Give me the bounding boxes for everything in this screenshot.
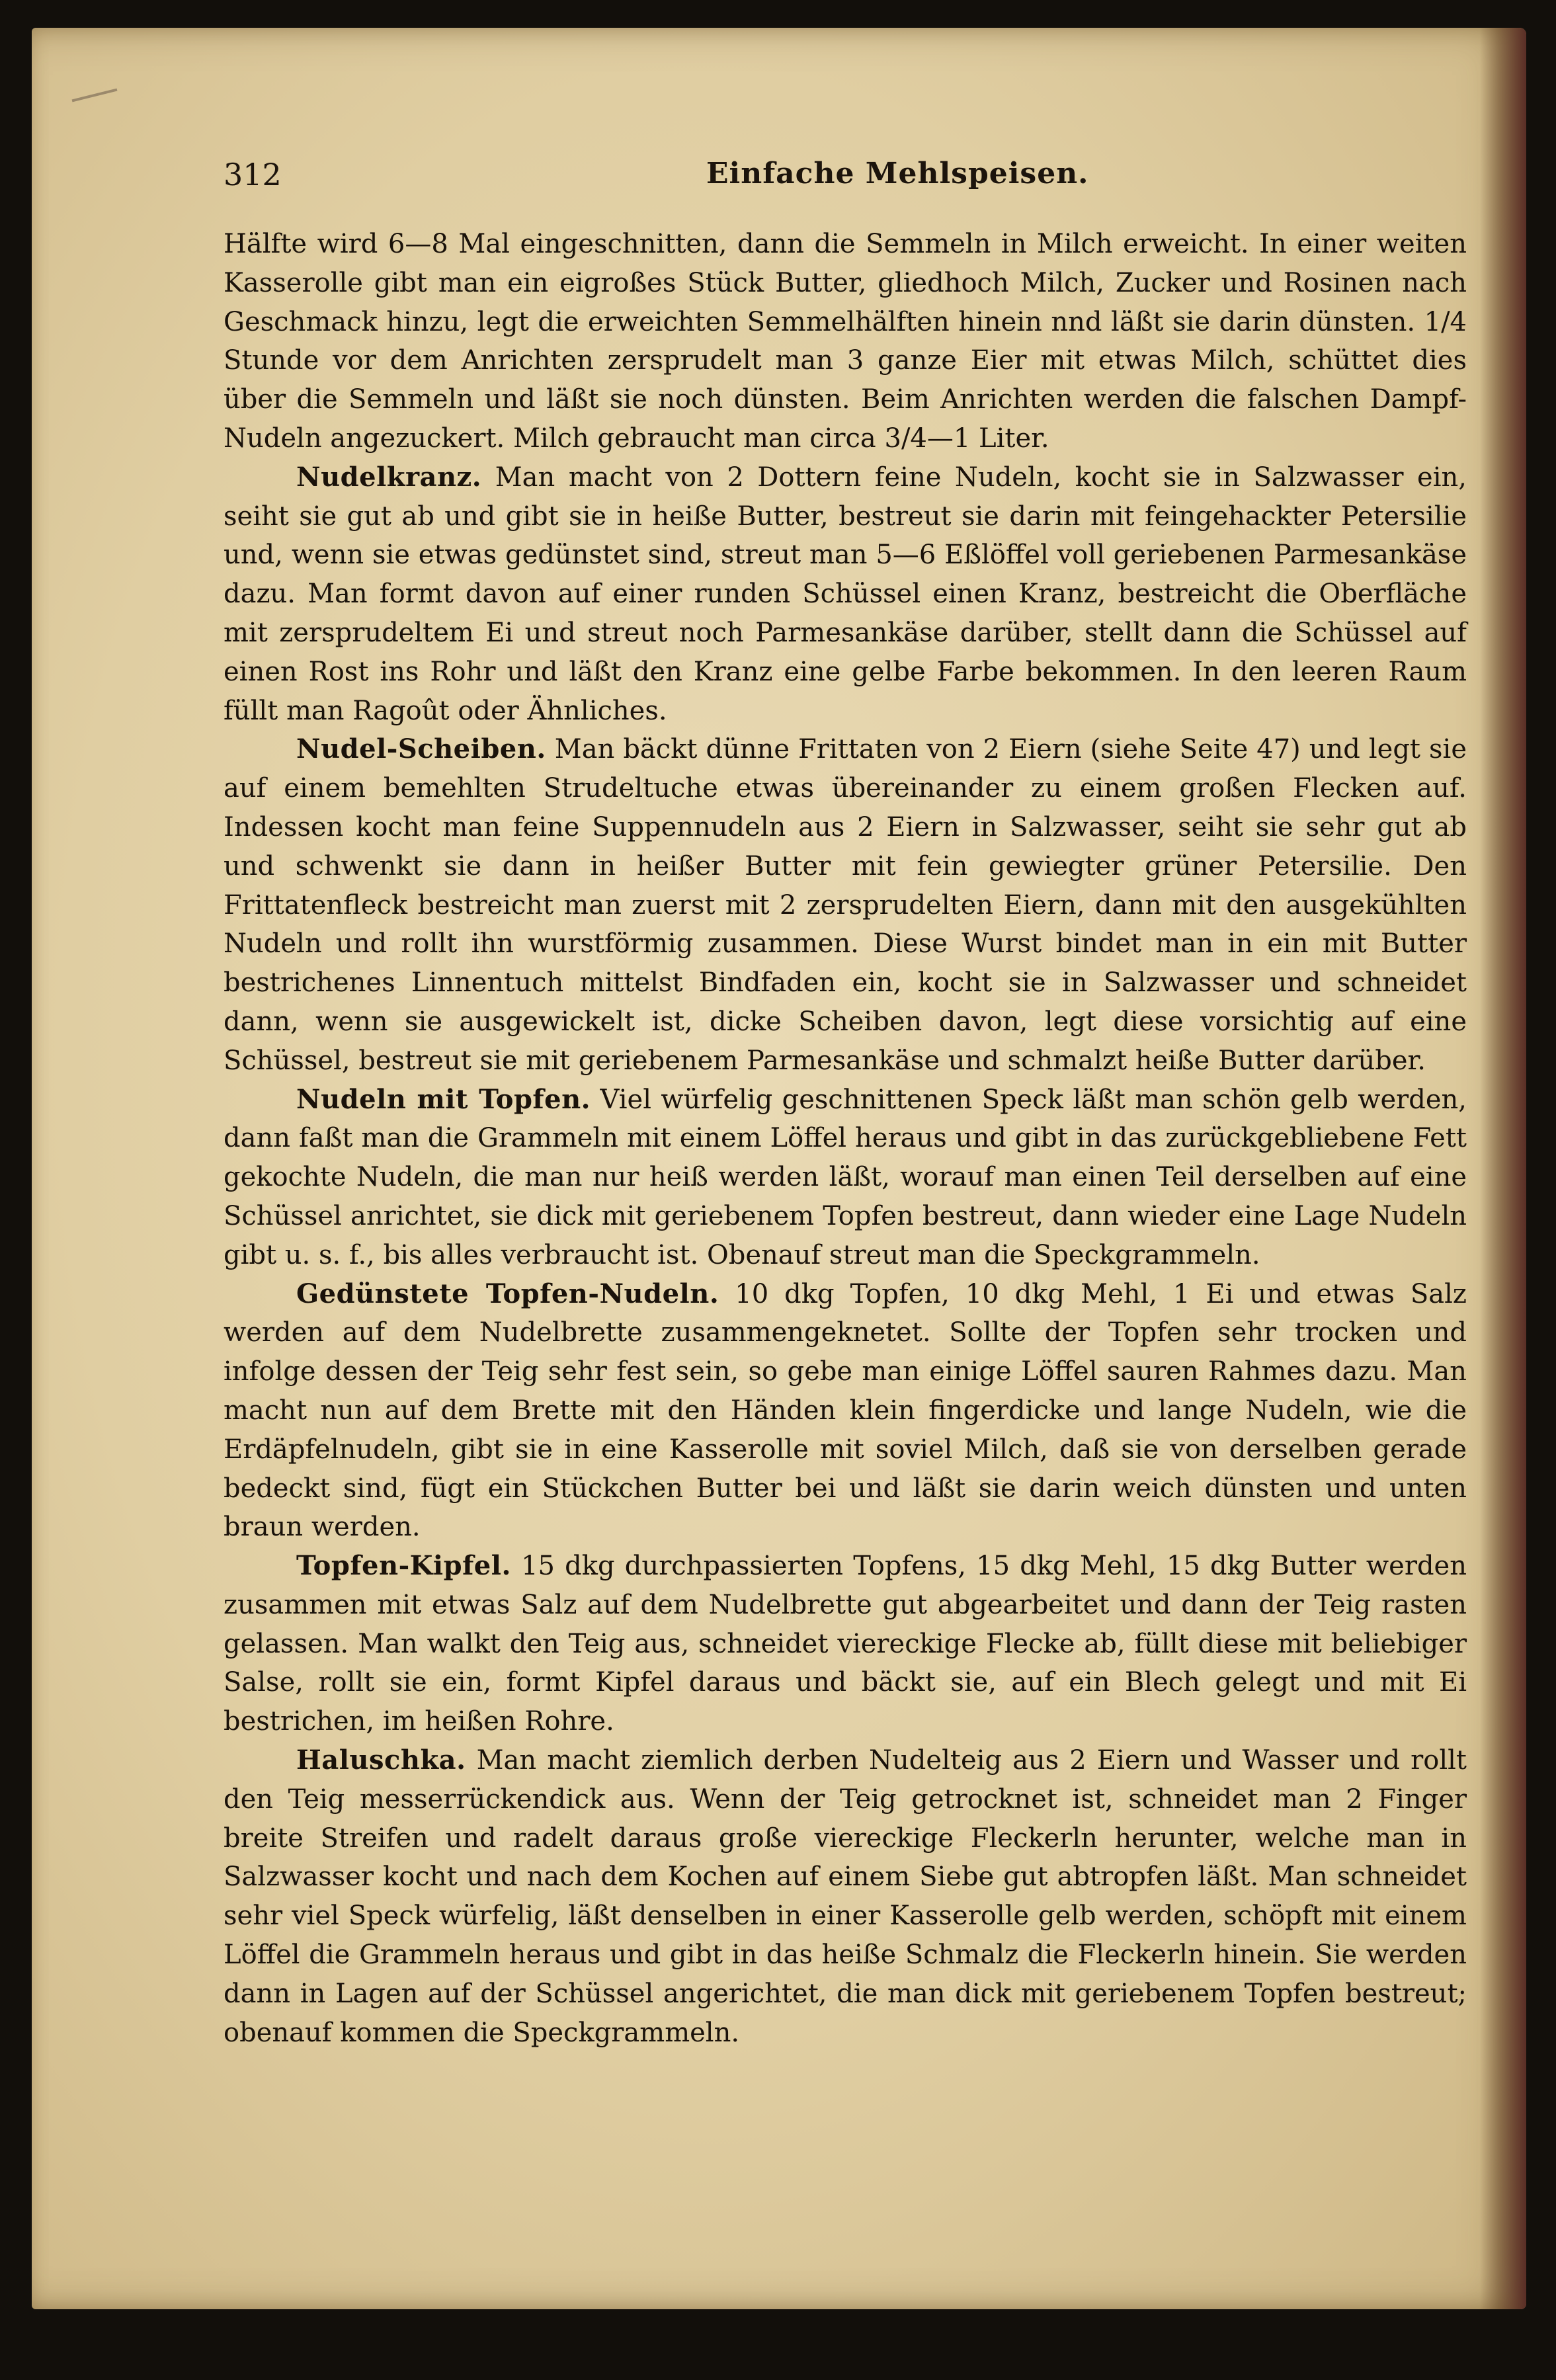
book-page: [32, 28, 1526, 2309]
recipe-text: Man bäckt dünne Frittaten von 2 Eiern (siehe Seite 47) und legt sie auf einem bemehlten Strudeltuche etwas übereinander zu einem großen Flecken auf. Indessen kocht man feine Suppennudeln aus 2 Eiern in Salzwasser, seiht sie sehr gut ab und schwenkt sie dann in heißer Butter mit fein gewiegter grüner Petersilie. Den Frittatenfleck bestreicht man zuerst mit 2 zersprudelten Eiern, dann mit den ausgekühlten Nudeln und rollt ihn wurstförmig zusammen. Diese Wurst bindet man in ein mit Butter bestrichenes Linnentuch mittelst Bindfaden ein, kocht sie in Salzwasser und schneidet dann, wenn sie ausgewickelt ist, dicke Scheiben davon, legt diese vorsichtig auf eine Schüssel, bestreut sie mit geriebenem Parmesankäse und schmalzt heiße Butter darüber.: [224, 734, 1467, 1076]
recipe-title: Gedünstete Topfen-Nudeln.: [296, 1278, 719, 1309]
page-number: 312: [224, 157, 282, 192]
recipe-topfen-kipfel: [224, 1547, 1467, 1741]
paragraph-text: Hälfte wird 6—8 Mal eingeschnitten, dann die Semmeln in Milch erweicht. In einer weiten Kasserolle gibt man ein eigroßes Stück Butter, gliedhoch Milch, Zucker und Rosinen nach Geschmack hinzu, legt die erweichten Semmelhälften hinein nnd läßt sie darin dünsten. 1/4 Stunde vor dem Anrichten zersprudelt man 3 ganze Eier mit etwas Milch, schüttet dies über die Semmeln und läßt sie noch dünsten. Beim Anrichten werden die falschen Dampf-Nudeln angezuckert. Milch gebraucht man circa 3/4—1 Liter.: [224, 229, 1467, 454]
recipe-text: 15 dkg durchpassierten Topfens, 15 dkg Mehl, 15 dkg Butter werden zusammen mit etwas Salz auf dem Nudelbrette gut abgearbeitet und dann der Teig rasten gelassen. Man walkt den Teig aus, schneidet viereckige Flecke ab, füllt diese mit beliebiger Salse, rollt sie ein, formt Kipfel daraus und bäckt sie, auf ein Blech gelegt und mit Ei bestrichen, im heißen Rohre.: [224, 1551, 1467, 1737]
recipe-nudelkranz: [224, 458, 1467, 731]
recipe-text: 10 dkg Topfen, 10 dkg Mehl, 1 Ei und etwas Salz werden auf dem Nudelbrette zusammengeknetet. Sollte der Topfen sehr trocken und infolge dessen der Teig sehr fest sein, so gebe man einige Löffel sauren Rahmes dazu. Man macht nun auf dem Brette mit den Händen klein fingerdicke und lange Nudeln, wie die Erdäpfelnudeln, gibt sie in eine Kasserolle mit soviel Milch, daß sie von derselben gerade bedeckt sind, fügt ein Stückchen Butter bei und läßt sie darin weich dünsten und unten braun werden.: [224, 1278, 1467, 1543]
recipe-text: Man macht von 2 Dottern feine Nudeln, kocht sie in Salzwasser ein, seiht sie gut ab und gibt sie in heiße Butter, bestreut sie darin mit feingehackter Petersilie und, wenn sie etwas gedünstet sind, streut man 5—6 Eßlöffel voll geriebenen Parmesankäse dazu. Man formt davon auf einer runden Schüssel einen Kranz, bestreicht die Oberfläche mit zersprudeltem Ei und streut noch Parmesankäse darüber, stellt dann die Schüssel auf einen Rost ins Rohr und läßt den Kranz eine gelbe Farbe bekommen. In den leeren Raum füllt man Ragoût oder Ähnliches.: [224, 462, 1467, 726]
recipe-gedunstete-topfen-nudeln: [224, 1275, 1467, 1547]
running-head: [224, 157, 1414, 203]
recipe-text: Man macht ziemlich derben Nudelteig aus 2 Eiern und Wasser und rollt den Teig messerrückendick aus. Wenn der Teig getrocknet ist, schneidet man 2 Finger breite Streifen und radelt daraus große viereckige Fleckerln herunter, welche man in Salzwasser kocht und nach dem Kochen auf einem Siebe gut abtropfen läßt. Man schneidet sehr viel Speck würfelig, läßt denselben in einer Kasserolle gelb werden, schöpft mit einem Löffel die Grammeln heraus und gibt in das heiße Schmalz die Fleckerln hinein. Sie werden dann in Lagen auf der Schüssel angerichtet, die man dick mit geriebenem Topfen bestreut; obenauf kommen die Speckgrammeln.: [224, 1745, 1467, 2048]
recipe-title: Haluschka.: [296, 1744, 466, 1776]
recipe-title: Nudel-Scheiben.: [296, 733, 546, 765]
recipe-nudel-scheiben: [224, 730, 1467, 1080]
recipe-haluschka: [224, 1741, 1467, 2052]
body-text: [224, 225, 1467, 2052]
pencil-mark: [72, 89, 118, 103]
book-spine-shadow: [1480, 28, 1526, 2309]
paragraph-continuation: [224, 225, 1467, 458]
recipe-title: Nudelkranz.: [296, 461, 482, 493]
recipe-title: Nudeln mit Topfen.: [296, 1083, 591, 1115]
recipe-title: Topfen-Kipfel.: [296, 1550, 511, 1582]
recipe-text: Viel würfelig geschnittenen Speck läßt man schön gelb werden, dann faßt man die Grammeln mit einem Löffel heraus und gibt in das zurückgebliebene Fett gekochte Nudeln, die man nur heiß werden läßt, worauf man einen Teil derselben auf eine Schüssel anrichtet, sie dick mit geriebenem Topfen bestreut, dann wieder eine Lage Nudeln gibt u. s. f., bis alles verbraucht ist. Obenauf streut man die Speckgrammeln.: [224, 1084, 1467, 1270]
running-title: Einfache Mehlspeisen.: [706, 157, 1089, 190]
recipe-nudeln-mit-topfen: [224, 1081, 1467, 1275]
